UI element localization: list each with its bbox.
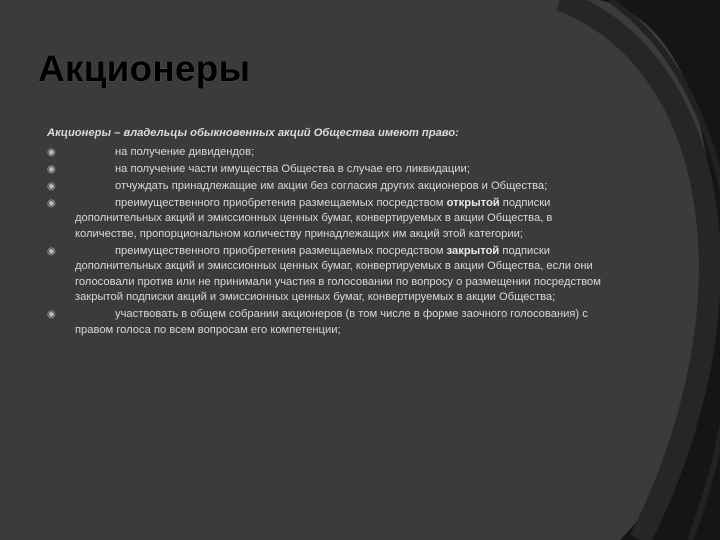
list-item-text-before: преимущественного приобретения размещаемых посредством bbox=[115, 244, 447, 257]
list-item-text-after: подписки дополнительных акций и эмиссионных ценных бумаг, конвертируемых в акции Общества, в количестве, пропорциональном количеству принадлежащих им акций этой категории; bbox=[75, 196, 553, 240]
list-item-emphasis: закрытой bbox=[446, 244, 500, 257]
circled-bullet-icon: ◉ bbox=[47, 146, 56, 158]
list-item bbox=[47, 307, 607, 338]
list-item bbox=[47, 145, 607, 161]
circled-bullet-icon: ◉ bbox=[47, 309, 56, 320]
circled-bullet-icon: ◉ bbox=[47, 245, 56, 257]
list-item bbox=[47, 179, 607, 195]
list-item bbox=[47, 162, 607, 178]
intro-text: Акционеры – владельцы обыкновенных акций Общества имеют право: bbox=[47, 127, 459, 139]
list-item bbox=[47, 244, 607, 306]
slide-title: Акционеры bbox=[38, 48, 251, 89]
slide-content bbox=[47, 126, 607, 340]
list-item-text: участвовать в общем собрании акционеров (в том числе в форме заочного голосования) с правом голоса по всем вопросам его компетенции; bbox=[75, 308, 588, 336]
circled-bullet-icon: ◉ bbox=[47, 180, 56, 192]
list-item-text-before: преимущественного приобретения размещаемых посредством bbox=[115, 196, 447, 209]
list-item-text: отчуждать принадлежащие им акции без согласия других акционеров и Общества; bbox=[115, 179, 548, 192]
circled-bullet-icon: ◉ bbox=[47, 197, 56, 209]
rights-list bbox=[47, 145, 607, 339]
list-item-text-after: подписки дополнительных акций и эмиссионных ценных бумаг, конвертируемых в акции Общества, если они голосовали против или не принимали участия в голосовании по вопросу о размещении посредством закрытой подписки акций и эмиссионных ценных бумаг, конвертируемых в акции Общества; bbox=[75, 244, 601, 303]
circled-bullet-icon: ◉ bbox=[47, 163, 56, 175]
list-item-emphasis: открытой bbox=[446, 196, 500, 209]
list-item bbox=[47, 196, 607, 243]
list-item-text: на получение дивидендов; bbox=[115, 145, 255, 158]
list-item-text: на получение части имущества Общества в случае его ликвидации; bbox=[115, 162, 470, 175]
